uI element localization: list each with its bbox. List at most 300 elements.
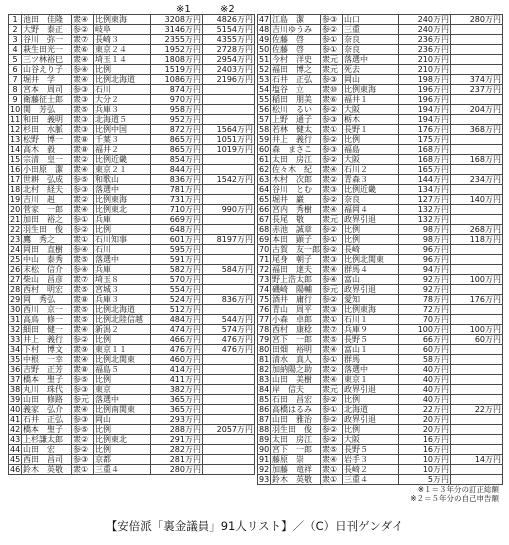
amount-note-1: 22万円 — [399, 405, 451, 415]
amount-note-2: 280万円 — [451, 15, 503, 25]
member-name: 谷川 弥一 — [22, 35, 72, 45]
amount-note-1: 210万円 — [399, 55, 451, 65]
chamber-term: 衆⑤ — [72, 285, 94, 295]
row-number: 1 — [9, 15, 22, 25]
amount-note-2: 14万円 — [451, 455, 503, 465]
chamber-term: 参元 — [321, 285, 343, 295]
chamber-term: 参① — [321, 355, 343, 365]
chamber-term: 参② — [321, 105, 343, 115]
district: 北海道 — [343, 405, 399, 415]
amount-note-1: 1808万円 — [151, 55, 203, 65]
member-name: 太田 房江 — [271, 435, 321, 445]
amount-note-2 — [451, 205, 503, 215]
amount-note-2 — [203, 195, 255, 205]
chamber-term: 衆元 — [321, 55, 343, 65]
row-number: 16 — [10, 165, 21, 174]
amount-note-1: 10万円 — [399, 455, 451, 465]
member-name: 岡 秀弘 — [22, 295, 72, 305]
amount-note-2 — [203, 415, 255, 425]
amount-note-2: 2954万円 — [203, 55, 255, 65]
chamber-term: 衆④ — [72, 405, 94, 415]
row-number: 82 — [259, 365, 270, 374]
amount-note-1: 20万円 — [399, 425, 451, 435]
table-row — [9, 25, 255, 35]
member-name: 鈴木 英敬 — [22, 465, 72, 475]
member-name: 下村 博文 — [22, 345, 72, 355]
chamber-term: 参⑤ — [72, 425, 94, 435]
row-number: 3 — [9, 35, 22, 45]
amount-note-2 — [203, 445, 255, 455]
member-name: 鈴木 英敬 — [271, 475, 321, 485]
district: 比例 — [94, 225, 151, 235]
district: 東京２１ — [94, 165, 151, 175]
district: 比例東北 — [94, 435, 151, 445]
amount-note-1: 132万円 — [399, 205, 451, 215]
district: 長崎３ — [94, 35, 151, 45]
amount-note-2 — [203, 305, 255, 315]
member-name: 青山 周平 — [271, 305, 321, 315]
table-row — [258, 135, 503, 145]
amount-note-1: 524万円 — [151, 295, 203, 305]
amount-note-1: 16万円 — [399, 445, 451, 455]
district: 石川 — [94, 85, 151, 95]
district: 比例 — [94, 65, 151, 75]
district: 政界引退 — [343, 215, 399, 225]
table-row — [258, 455, 503, 465]
chamber-term: 参② — [321, 245, 343, 255]
member-name: 今村 洋史 — [271, 55, 321, 65]
table-row — [9, 415, 255, 425]
chamber-term: 衆② — [72, 435, 94, 445]
chamber-term: 衆⑧ — [72, 135, 94, 145]
member-name: 山田 美樹 — [271, 375, 321, 385]
district: 落選中 — [94, 255, 151, 265]
district: 石川 — [94, 245, 151, 255]
row-number: 26 — [10, 265, 21, 274]
chamber-term: 参④ — [72, 265, 94, 275]
member-name: 細田 健一 — [22, 325, 72, 335]
row-number: 73 — [259, 275, 270, 284]
amount-note-2 — [451, 345, 503, 355]
chamber-term: 衆⑥ — [72, 45, 94, 55]
district: 岡山 — [343, 75, 399, 85]
amount-note-2: 2403万円 — [203, 65, 255, 75]
member-name: 宮内 秀樹 — [271, 205, 321, 215]
amount-note-1: 854万円 — [151, 155, 203, 165]
column-header-note-1: ※1 — [176, 4, 191, 15]
row-number: 15 — [10, 155, 21, 164]
amount-note-1: 96万円 — [399, 255, 451, 265]
row-number: 59 — [259, 135, 270, 144]
amount-note-2: 237万円 — [451, 85, 503, 95]
amount-note-1: 127万円 — [399, 195, 451, 205]
table-row — [9, 215, 255, 225]
amount-note-1: 411万円 — [151, 375, 203, 385]
district: 愛知 — [343, 295, 399, 305]
amount-note-1: 40万円 — [399, 365, 451, 375]
chamber-term: 参② — [72, 445, 94, 455]
table-row — [258, 255, 503, 265]
member-name: 西村 明宏 — [22, 285, 72, 295]
district: 比例 — [94, 425, 151, 435]
district: 群馬４ — [343, 265, 399, 275]
chamber-term: 参② — [321, 425, 343, 435]
member-name: 石井 正弘 — [22, 415, 72, 425]
chamber-term: 衆① — [321, 475, 343, 485]
amount-note-1: 198万円 — [399, 75, 451, 85]
member-name: 石井 正弘 — [271, 75, 321, 85]
amount-note-1: 134万円 — [399, 185, 451, 195]
table-row — [258, 195, 503, 205]
chamber-term: 参⑤ — [72, 375, 94, 385]
amount-note-2: 60万円 — [451, 335, 503, 345]
member-name: 堀井 巌 — [271, 195, 321, 205]
row-number: 77 — [259, 315, 270, 324]
table-row — [258, 285, 503, 295]
row-number: 88 — [259, 425, 270, 434]
chamber-term: 衆① — [321, 465, 343, 475]
amount-note-1: 58万円 — [399, 355, 451, 365]
chamber-term: 衆⑤ — [72, 315, 94, 325]
amount-note-2: 574万円 — [203, 325, 255, 335]
amount-note-2 — [451, 465, 503, 475]
table-row — [9, 455, 255, 465]
table-row — [258, 305, 503, 315]
district: 兵庫３ — [94, 295, 151, 305]
table-row — [9, 195, 255, 205]
district: 長崎２ — [343, 465, 399, 475]
amount-note-2: 1051万円 — [203, 135, 255, 145]
row-number: 68 — [259, 225, 270, 234]
amount-note-2 — [451, 215, 503, 225]
table-row — [9, 165, 255, 175]
table-row — [9, 435, 255, 445]
amount-note-2 — [203, 285, 255, 295]
table-row — [9, 135, 255, 145]
amount-note-2 — [451, 285, 503, 295]
chamber-term: 衆⑥ — [321, 95, 343, 105]
amount-note-2: 234万円 — [451, 175, 503, 185]
row-number: 69 — [259, 235, 270, 244]
table-row — [9, 105, 255, 115]
chamber-term: 衆⑤ — [72, 305, 94, 315]
table-row — [258, 475, 503, 485]
table-row — [9, 335, 255, 345]
member-name: 羽生田 俊 — [22, 225, 72, 235]
amount-note-1: 168万円 — [399, 155, 451, 165]
chamber-term: 衆⑩ — [321, 85, 343, 95]
table-row — [258, 395, 503, 405]
district: 比例 — [343, 135, 399, 145]
table-row — [258, 235, 503, 245]
member-name: 北村 経夫 — [22, 185, 72, 195]
row-number: 19 — [10, 195, 21, 204]
row-number: 67 — [259, 215, 270, 224]
table-row — [9, 235, 255, 245]
chamber-term: 衆③ — [321, 305, 343, 315]
amount-note-1: 1952万円 — [151, 45, 203, 55]
table-row — [9, 255, 255, 265]
row-number: 55 — [259, 95, 270, 104]
amount-note-1: 781万円 — [151, 185, 203, 195]
row-number: 40 — [10, 405, 21, 414]
district: 比例 — [94, 375, 151, 385]
row-number: 58 — [259, 125, 270, 134]
amount-note-2: 544万円 — [203, 315, 255, 325]
member-name: 宗清 皇一 — [22, 155, 72, 165]
chamber-term: 参① — [321, 235, 343, 245]
amount-note-2 — [451, 135, 503, 145]
row-number: 13 — [10, 135, 21, 144]
table-row — [9, 465, 255, 475]
amount-note-2: 168万円 — [451, 155, 503, 165]
amount-note-1: 96万円 — [399, 245, 451, 255]
amount-note-1: 144万円 — [399, 175, 451, 185]
table-row — [258, 95, 503, 105]
district: 新潟２ — [94, 325, 151, 335]
chamber-term: 衆② — [72, 155, 94, 165]
row-number: 18 — [10, 185, 21, 194]
table-row — [9, 175, 255, 185]
row-number: 12 — [10, 125, 21, 134]
member-name: 岸 信夫 — [271, 385, 321, 395]
member-name: 山田 修路 — [22, 395, 72, 405]
table-row — [258, 75, 503, 85]
chamber-term: 参③ — [321, 145, 343, 155]
member-name: 藤原 崇 — [271, 455, 321, 465]
row-number: 45 — [10, 455, 21, 464]
amount-note-2 — [203, 375, 255, 385]
row-number: 57 — [259, 115, 270, 124]
table-row — [9, 295, 255, 305]
member-name: 岡田 直樹 — [22, 245, 72, 255]
row-number: 70 — [259, 245, 270, 254]
chamber-term: 衆④ — [72, 205, 94, 215]
member-name: 上杉謙太郎 — [22, 435, 72, 445]
row-number: 28 — [10, 285, 21, 294]
amount-note-2: 204万円 — [451, 105, 503, 115]
district: 落選中 — [94, 185, 151, 195]
district: 京都 — [94, 455, 151, 465]
member-name: 松野 博一 — [22, 135, 72, 145]
member-name: 宮本 周司 — [22, 85, 72, 95]
chamber-term: 衆⑤ — [321, 445, 343, 455]
amount-note-1: 844万円 — [151, 165, 203, 175]
amount-note-1: 281万円 — [151, 455, 203, 465]
chamber-term: 参② — [72, 335, 94, 345]
table-row — [258, 165, 503, 175]
amount-note-2 — [203, 165, 255, 175]
amount-note-1: 20万円 — [399, 415, 451, 425]
member-name: 佐々木 紀 — [271, 165, 321, 175]
district: 東京 — [94, 385, 151, 395]
district: 比例北海道 — [94, 305, 151, 315]
amount-note-2: 1542万円 — [203, 175, 255, 185]
chamber-term: 衆② — [72, 195, 94, 205]
district: 比例東海 — [94, 15, 151, 25]
row-number: 76 — [259, 305, 270, 314]
district: 比例 — [94, 335, 151, 345]
row-number: 38 — [10, 385, 21, 394]
district: 比例 — [343, 425, 399, 435]
member-name: 大野 泰正 — [22, 25, 72, 35]
amount-note-1: 10万円 — [399, 465, 451, 475]
district: 長野１ — [343, 125, 399, 135]
row-number: 7 — [9, 75, 22, 85]
row-number: 37 — [10, 375, 21, 384]
member-name: 石田 昌宏 — [271, 395, 321, 405]
amount-note-1: 70万円 — [399, 315, 451, 325]
district: 比例東海 — [343, 305, 399, 315]
footnote-1: ※１＝３年分の訂正総額 — [417, 485, 499, 494]
district: 東京２４ — [94, 45, 151, 55]
member-name: 堀井 学 — [22, 75, 72, 85]
district: 岐阜 — [94, 25, 151, 35]
row-number: 33 — [10, 335, 21, 344]
amount-note-2: 990万円 — [203, 205, 255, 215]
table-row — [9, 315, 255, 325]
amount-note-2 — [451, 185, 503, 195]
member-name: 三ツ林裕巳 — [22, 55, 72, 65]
table-row — [9, 345, 255, 355]
district: 埼玉８ — [94, 275, 151, 285]
amount-note-2 — [451, 95, 503, 105]
member-name: 酒井 庸行 — [271, 295, 321, 305]
chamber-term: 衆① — [72, 235, 94, 245]
amount-note-2 — [451, 305, 503, 315]
row-number: 80 — [259, 345, 270, 354]
table-row — [258, 155, 503, 165]
amount-note-1: 669万円 — [151, 215, 203, 225]
member-name: 柴山 昌彦 — [22, 275, 72, 285]
footnote-2: ※２＝５年分の自己申告額 — [410, 494, 499, 503]
member-name: 尾身 朝子 — [271, 255, 321, 265]
table-row — [258, 55, 503, 65]
district: 山口 — [343, 15, 399, 25]
amount-note-2 — [451, 445, 503, 455]
member-name: 宮下 一郎 — [271, 445, 321, 455]
amount-note-2 — [203, 405, 255, 415]
amount-note-2: 268万円 — [451, 225, 503, 235]
table-row — [258, 295, 503, 305]
amount-note-2: 476万円 — [203, 345, 255, 355]
row-number: 93 — [259, 475, 270, 484]
amount-note-1: 710万円 — [151, 205, 203, 215]
table-row — [9, 65, 255, 75]
district: 富山１ — [343, 345, 399, 355]
table-row — [258, 65, 503, 75]
amount-note-1: 236万円 — [399, 35, 451, 45]
amount-note-1: 165万円 — [399, 165, 451, 175]
amount-note-1: 874万円 — [151, 85, 203, 95]
amount-note-2 — [451, 255, 503, 265]
row-number: 24 — [10, 245, 21, 254]
row-number: 14 — [10, 145, 21, 154]
amount-note-2: 22万円 — [451, 405, 503, 415]
amount-note-1: 872万円 — [151, 125, 203, 135]
district: 比例 — [343, 395, 399, 405]
amount-note-2 — [203, 275, 255, 285]
row-number: 61 — [259, 155, 270, 164]
row-number: 74 — [259, 285, 270, 294]
table-row — [9, 265, 255, 275]
district: 福井２ — [94, 145, 151, 155]
amount-note-2 — [203, 215, 255, 225]
row-number: 83 — [259, 375, 270, 384]
amount-note-2 — [451, 245, 503, 255]
table-row — [258, 25, 503, 35]
amount-note-2 — [451, 115, 503, 125]
member-name: 本田 顕子 — [271, 235, 321, 245]
column-header-note-2: ※2 — [220, 4, 235, 15]
chamber-term: 参② — [321, 155, 343, 165]
amount-note-2 — [203, 455, 255, 465]
district: 東京１１ — [94, 345, 151, 355]
chamber-term: 衆元 — [321, 65, 343, 75]
district: 長野５ — [343, 445, 399, 455]
table-row — [9, 15, 255, 25]
district: 埼玉１４ — [94, 55, 151, 65]
amount-note-2: 1564万円 — [203, 125, 255, 135]
table-row — [258, 345, 503, 355]
table-row — [9, 155, 255, 165]
amount-note-1: 865万円 — [151, 135, 203, 145]
district: 東京１ — [343, 375, 399, 385]
member-name: 加田 裕之 — [22, 215, 72, 225]
member-name: 谷川 とむ — [271, 185, 321, 195]
member-name: 杉田 水脈 — [22, 125, 72, 135]
member-name: 江島 潔 — [271, 15, 321, 25]
table-row — [258, 85, 503, 95]
amount-note-1: 474万円 — [151, 325, 203, 335]
amount-note-2 — [451, 375, 503, 385]
district: 兵庫 — [94, 215, 151, 225]
row-number: 65 — [259, 195, 270, 204]
amount-note-2 — [203, 465, 255, 475]
amount-note-2 — [451, 355, 503, 365]
row-number: 46 — [10, 465, 21, 474]
member-name: 小田原 潔 — [22, 165, 72, 175]
chamber-term: 衆⑧ — [72, 145, 94, 155]
table-row — [9, 395, 255, 405]
row-number: 31 — [10, 315, 21, 324]
row-number: 30 — [10, 305, 21, 314]
table-row — [9, 385, 255, 395]
chamber-term: 衆③ — [321, 255, 343, 265]
amount-note-1: 484万円 — [151, 315, 203, 325]
chamber-term: 衆④ — [72, 355, 94, 365]
table-row — [9, 275, 255, 285]
table-row — [9, 115, 255, 125]
row-number: 17 — [10, 175, 21, 184]
chamber-term: 参① — [321, 45, 343, 55]
member-name: 山田 宏 — [22, 445, 72, 455]
chamber-term: 参④ — [321, 275, 343, 285]
member-name: 義家 弘介 — [22, 405, 72, 415]
member-name: 鷹 秀之 — [22, 235, 72, 245]
amount-note-1: 288万円 — [151, 425, 203, 435]
amount-note-1: 414万円 — [151, 365, 203, 375]
row-number: 71 — [259, 255, 270, 264]
amount-note-2: 1019万円 — [203, 145, 255, 155]
member-name: 佐藤 啓 — [271, 35, 321, 45]
chamber-term: 参③ — [321, 75, 343, 85]
table-row — [258, 375, 503, 385]
amount-note-2 — [451, 415, 503, 425]
amount-note-1: 512万円 — [151, 305, 203, 315]
amount-note-1: 591万円 — [151, 255, 203, 265]
table-row — [258, 45, 503, 55]
